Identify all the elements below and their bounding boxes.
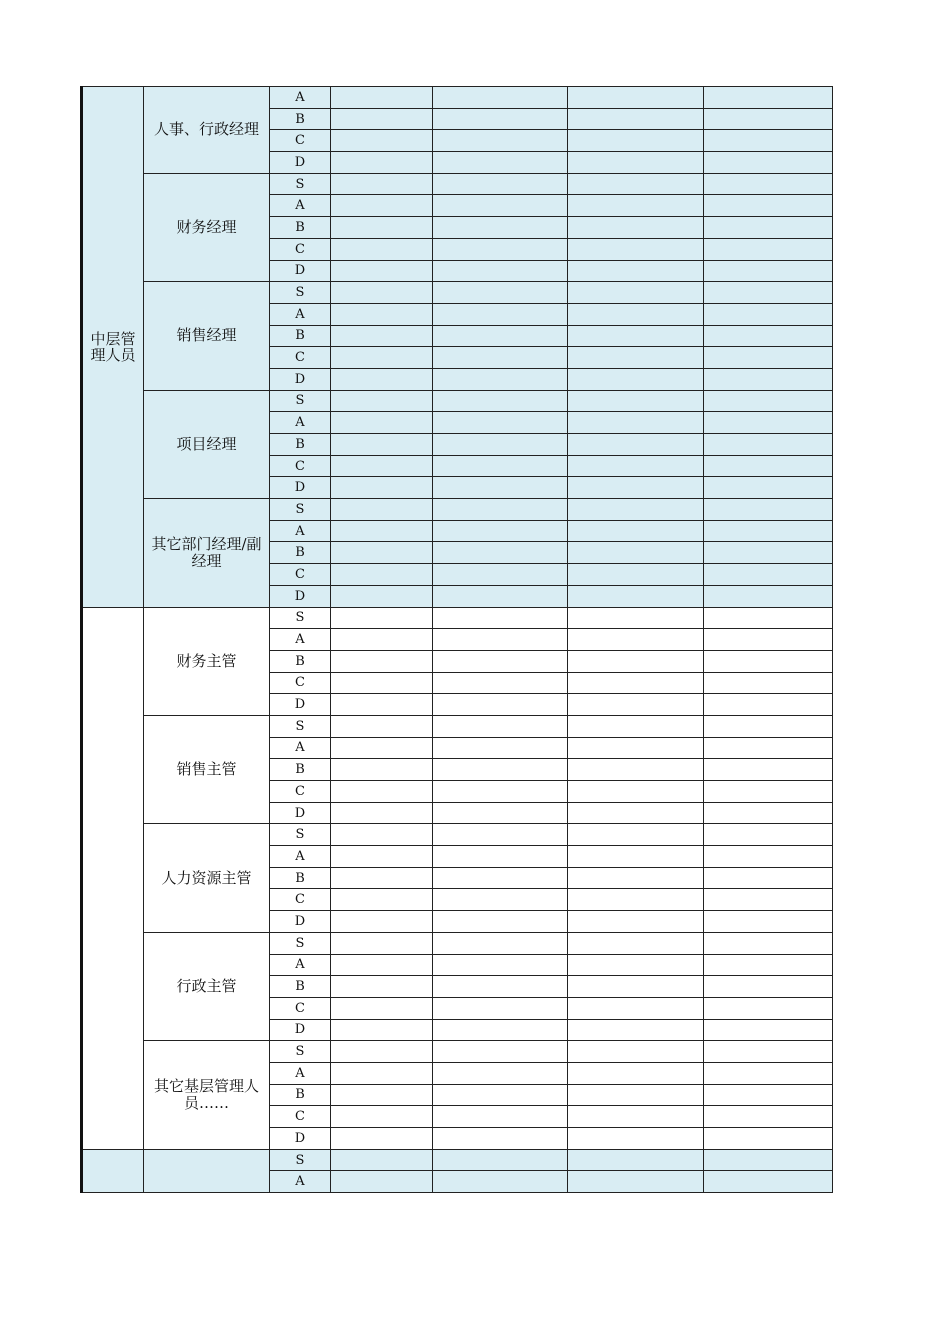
- value-cell[interactable]: [704, 1171, 833, 1193]
- table-row: [82, 499, 833, 521]
- value-cell[interactable]: [433, 846, 568, 868]
- value-cell[interactable]: [568, 737, 704, 759]
- table-row: [82, 715, 833, 737]
- value-cell[interactable]: [568, 455, 704, 477]
- value-cell[interactable]: [433, 303, 568, 325]
- grade-cell: C: [270, 889, 331, 911]
- value-cell[interactable]: [433, 542, 568, 564]
- value-cell[interactable]: [568, 997, 704, 1019]
- value-cell[interactable]: [704, 520, 833, 542]
- value-cell[interactable]: [704, 368, 833, 390]
- value-cell[interactable]: [568, 954, 704, 976]
- table-row: [82, 824, 833, 846]
- value-cell[interactable]: [331, 499, 433, 521]
- value-cell[interactable]: [331, 542, 433, 564]
- value-cell[interactable]: [433, 412, 568, 434]
- value-cell[interactable]: [704, 846, 833, 868]
- grade-cell: S: [270, 173, 331, 195]
- category-cell: [82, 607, 144, 1149]
- value-cell[interactable]: [568, 108, 704, 130]
- value-cell[interactable]: [568, 629, 704, 651]
- value-cell[interactable]: [433, 217, 568, 239]
- position-cell: 销售主管: [144, 715, 270, 823]
- grade-cell: A: [270, 737, 331, 759]
- value-cell[interactable]: [704, 564, 833, 586]
- value-cell[interactable]: [704, 347, 833, 369]
- value-cell[interactable]: [704, 130, 833, 152]
- value-cell[interactable]: [704, 824, 833, 846]
- value-cell[interactable]: [433, 477, 568, 499]
- value-cell[interactable]: [331, 303, 433, 325]
- category-cell: [82, 1149, 144, 1192]
- grade-cell: C: [270, 347, 331, 369]
- grade-cell: A: [270, 195, 331, 217]
- value-cell[interactable]: [331, 737, 433, 759]
- grade-cell: B: [270, 867, 331, 889]
- value-cell[interactable]: [331, 108, 433, 130]
- value-cell[interactable]: [568, 802, 704, 824]
- value-cell[interactable]: [331, 997, 433, 1019]
- value-cell[interactable]: [331, 87, 433, 109]
- value-cell[interactable]: [331, 1106, 433, 1128]
- value-cell[interactable]: [331, 607, 433, 629]
- value-cell[interactable]: [433, 932, 568, 954]
- position-cell: [144, 1149, 270, 1192]
- grade-table: [80, 86, 833, 1193]
- value-cell[interactable]: [704, 390, 833, 412]
- position-cell: 行政主管: [144, 932, 270, 1040]
- value-cell[interactable]: [704, 1041, 833, 1063]
- grade-cell: B: [270, 759, 331, 781]
- value-cell[interactable]: [433, 325, 568, 347]
- value-cell[interactable]: [433, 954, 568, 976]
- value-cell[interactable]: [433, 434, 568, 456]
- value-cell[interactable]: [704, 672, 833, 694]
- value-cell[interactable]: [704, 759, 833, 781]
- value-cell[interactable]: [433, 715, 568, 737]
- value-cell[interactable]: [331, 390, 433, 412]
- value-cell[interactable]: [331, 932, 433, 954]
- value-cell[interactable]: [568, 260, 704, 282]
- value-cell[interactable]: [433, 390, 568, 412]
- value-cell[interactable]: [568, 1128, 704, 1150]
- value-cell[interactable]: [704, 954, 833, 976]
- value-cell[interactable]: [568, 846, 704, 868]
- grade-cell: A: [270, 1062, 331, 1084]
- value-cell[interactable]: [704, 325, 833, 347]
- value-cell[interactable]: [433, 976, 568, 998]
- value-cell[interactable]: [704, 1106, 833, 1128]
- grade-cell: D: [270, 694, 331, 716]
- grade-cell: C: [270, 564, 331, 586]
- value-cell[interactable]: [704, 173, 833, 195]
- value-cell[interactable]: [433, 347, 568, 369]
- grade-cell: C: [270, 997, 331, 1019]
- value-cell[interactable]: [704, 694, 833, 716]
- position-cell: 项目经理: [144, 390, 270, 498]
- table-row: [82, 607, 833, 629]
- value-cell[interactable]: [568, 781, 704, 803]
- value-cell[interactable]: [704, 238, 833, 260]
- value-cell[interactable]: [433, 1128, 568, 1150]
- grade-cell: B: [270, 650, 331, 672]
- value-cell[interactable]: [331, 1171, 433, 1193]
- grade-cell: B: [270, 1084, 331, 1106]
- value-cell[interactable]: [331, 1041, 433, 1063]
- value-cell[interactable]: [568, 434, 704, 456]
- value-cell[interactable]: [568, 282, 704, 304]
- position-cell: 财务经理: [144, 173, 270, 281]
- value-cell[interactable]: [704, 477, 833, 499]
- value-cell[interactable]: [704, 889, 833, 911]
- grade-cell: S: [270, 607, 331, 629]
- value-cell[interactable]: [704, 1019, 833, 1041]
- value-cell[interactable]: [704, 911, 833, 933]
- value-cell[interactable]: [704, 802, 833, 824]
- value-cell[interactable]: [433, 260, 568, 282]
- value-cell[interactable]: [704, 607, 833, 629]
- position-cell: 销售经理: [144, 282, 270, 390]
- grade-cell: C: [270, 130, 331, 152]
- value-cell[interactable]: [568, 607, 704, 629]
- value-cell[interactable]: [704, 499, 833, 521]
- position-cell: 财务主管: [144, 607, 270, 715]
- table-row: [82, 87, 833, 109]
- value-cell[interactable]: [704, 1149, 833, 1171]
- table-row: [82, 1149, 833, 1171]
- value-cell[interactable]: [568, 238, 704, 260]
- value-cell[interactable]: [704, 195, 833, 217]
- value-cell[interactable]: [433, 1149, 568, 1171]
- value-cell[interactable]: [433, 889, 568, 911]
- value-cell[interactable]: [433, 282, 568, 304]
- grade-cell: A: [270, 303, 331, 325]
- value-cell[interactable]: [568, 368, 704, 390]
- value-cell[interactable]: [704, 152, 833, 174]
- value-cell[interactable]: [433, 629, 568, 651]
- value-cell[interactable]: [331, 130, 433, 152]
- grade-table-body: [82, 87, 833, 1193]
- grade-cell: B: [270, 976, 331, 998]
- value-cell[interactable]: [568, 759, 704, 781]
- value-cell[interactable]: [568, 824, 704, 846]
- value-cell[interactable]: [568, 412, 704, 434]
- value-cell[interactable]: [568, 152, 704, 174]
- value-cell[interactable]: [704, 585, 833, 607]
- value-cell[interactable]: [568, 672, 704, 694]
- grade-cell: S: [270, 824, 331, 846]
- value-cell[interactable]: [331, 889, 433, 911]
- value-cell[interactable]: [433, 607, 568, 629]
- value-cell[interactable]: [331, 173, 433, 195]
- value-cell[interactable]: [331, 846, 433, 868]
- table-row: [82, 932, 833, 954]
- value-cell[interactable]: [568, 1106, 704, 1128]
- value-cell[interactable]: [331, 434, 433, 456]
- grade-cell: C: [270, 672, 331, 694]
- grade-cell: S: [270, 390, 331, 412]
- value-cell[interactable]: [704, 867, 833, 889]
- value-cell[interactable]: [331, 152, 433, 174]
- value-cell[interactable]: [331, 217, 433, 239]
- grade-cell: A: [270, 629, 331, 651]
- value-cell[interactable]: [568, 650, 704, 672]
- value-cell[interactable]: [433, 759, 568, 781]
- grade-cell: D: [270, 260, 331, 282]
- value-cell[interactable]: [433, 694, 568, 716]
- value-cell[interactable]: [331, 1019, 433, 1041]
- value-cell[interactable]: [331, 368, 433, 390]
- value-cell[interactable]: [331, 477, 433, 499]
- value-cell[interactable]: [331, 1149, 433, 1171]
- table-row: [82, 282, 833, 304]
- value-cell[interactable]: [704, 997, 833, 1019]
- value-cell[interactable]: [704, 976, 833, 998]
- value-cell[interactable]: [568, 130, 704, 152]
- grade-cell: A: [270, 846, 331, 868]
- value-cell[interactable]: [568, 1084, 704, 1106]
- value-cell[interactable]: [433, 238, 568, 260]
- value-cell[interactable]: [568, 1171, 704, 1193]
- value-cell[interactable]: [331, 954, 433, 976]
- value-cell[interactable]: [433, 672, 568, 694]
- value-cell[interactable]: [331, 911, 433, 933]
- value-cell[interactable]: [704, 260, 833, 282]
- value-cell[interactable]: [433, 737, 568, 759]
- value-cell[interactable]: [704, 781, 833, 803]
- position-cell: 人事、行政经理: [144, 87, 270, 174]
- value-cell[interactable]: [331, 629, 433, 651]
- value-cell[interactable]: [331, 824, 433, 846]
- value-cell[interactable]: [568, 477, 704, 499]
- value-cell[interactable]: [433, 997, 568, 1019]
- value-cell[interactable]: [568, 217, 704, 239]
- value-cell[interactable]: [331, 325, 433, 347]
- value-cell[interactable]: [331, 1084, 433, 1106]
- value-cell[interactable]: [331, 650, 433, 672]
- value-cell[interactable]: [331, 455, 433, 477]
- value-cell[interactable]: [568, 1019, 704, 1041]
- value-cell[interactable]: [331, 1128, 433, 1150]
- value-cell[interactable]: [331, 781, 433, 803]
- value-cell[interactable]: [331, 1062, 433, 1084]
- grade-cell: D: [270, 368, 331, 390]
- value-cell[interactable]: [433, 650, 568, 672]
- position-cell: 人力资源主管: [144, 824, 270, 932]
- grade-cell: S: [270, 715, 331, 737]
- value-cell[interactable]: [568, 303, 704, 325]
- value-cell[interactable]: [568, 564, 704, 586]
- category-cell: 中层管理人员: [82, 87, 144, 608]
- grade-cell: A: [270, 954, 331, 976]
- value-cell[interactable]: [331, 802, 433, 824]
- value-cell[interactable]: [568, 195, 704, 217]
- value-cell[interactable]: [433, 867, 568, 889]
- value-cell[interactable]: [433, 195, 568, 217]
- grade-cell: A: [270, 87, 331, 109]
- value-cell[interactable]: [704, 455, 833, 477]
- grade-cell: D: [270, 152, 331, 174]
- value-cell[interactable]: [704, 412, 833, 434]
- value-cell[interactable]: [331, 672, 433, 694]
- value-cell[interactable]: [433, 1171, 568, 1193]
- position-cell: 其它基层管理人员……: [144, 1041, 270, 1149]
- grade-cell: C: [270, 1106, 331, 1128]
- value-cell[interactable]: [331, 585, 433, 607]
- grade-cell: B: [270, 542, 331, 564]
- value-cell[interactable]: [704, 542, 833, 564]
- value-cell[interactable]: [433, 87, 568, 109]
- value-cell[interactable]: [568, 889, 704, 911]
- grade-cell: D: [270, 802, 331, 824]
- grade-cell: B: [270, 325, 331, 347]
- grade-cell: S: [270, 282, 331, 304]
- grade-cell: A: [270, 412, 331, 434]
- value-cell[interactable]: [331, 564, 433, 586]
- value-cell[interactable]: [568, 1062, 704, 1084]
- grade-cell: D: [270, 1128, 331, 1150]
- grade-cell: D: [270, 911, 331, 933]
- value-cell[interactable]: [568, 347, 704, 369]
- grade-cell: S: [270, 499, 331, 521]
- grade-cell: B: [270, 217, 331, 239]
- value-cell[interactable]: [704, 217, 833, 239]
- value-cell[interactable]: [704, 715, 833, 737]
- value-cell[interactable]: [568, 1041, 704, 1063]
- value-cell[interactable]: [704, 932, 833, 954]
- value-cell[interactable]: [704, 303, 833, 325]
- value-cell[interactable]: [568, 499, 704, 521]
- value-cell[interactable]: [433, 1106, 568, 1128]
- value-cell[interactable]: [704, 650, 833, 672]
- value-cell[interactable]: [568, 932, 704, 954]
- value-cell[interactable]: [433, 802, 568, 824]
- grade-cell: C: [270, 781, 331, 803]
- value-cell[interactable]: [704, 434, 833, 456]
- value-cell[interactable]: [433, 1084, 568, 1106]
- value-cell[interactable]: [433, 564, 568, 586]
- value-cell[interactable]: [568, 694, 704, 716]
- value-cell[interactable]: [568, 390, 704, 412]
- value-cell[interactable]: [433, 368, 568, 390]
- value-cell[interactable]: [568, 867, 704, 889]
- value-cell[interactable]: [433, 152, 568, 174]
- value-cell[interactable]: [331, 412, 433, 434]
- value-cell[interactable]: [704, 1084, 833, 1106]
- position-cell: 其它部门经理/副经理: [144, 499, 270, 607]
- value-cell[interactable]: [568, 520, 704, 542]
- value-cell[interactable]: [433, 824, 568, 846]
- value-cell[interactable]: [331, 347, 433, 369]
- value-cell[interactable]: [568, 325, 704, 347]
- value-cell[interactable]: [433, 108, 568, 130]
- value-cell[interactable]: [568, 173, 704, 195]
- value-cell[interactable]: [331, 867, 433, 889]
- value-cell[interactable]: [331, 976, 433, 998]
- value-cell[interactable]: [433, 1019, 568, 1041]
- value-cell[interactable]: [433, 520, 568, 542]
- value-cell[interactable]: [331, 238, 433, 260]
- value-cell[interactable]: [704, 87, 833, 109]
- value-cell[interactable]: [568, 87, 704, 109]
- grade-cell: B: [270, 434, 331, 456]
- table-row: [82, 390, 833, 412]
- value-cell[interactable]: [331, 260, 433, 282]
- value-cell[interactable]: [331, 694, 433, 716]
- table-row: [82, 1041, 833, 1063]
- value-cell[interactable]: [704, 282, 833, 304]
- grade-cell: D: [270, 1019, 331, 1041]
- value-cell[interactable]: [568, 715, 704, 737]
- value-cell[interactable]: [433, 911, 568, 933]
- grade-cell: D: [270, 585, 331, 607]
- value-cell[interactable]: [568, 542, 704, 564]
- grade-cell: D: [270, 477, 331, 499]
- value-cell[interactable]: [331, 520, 433, 542]
- value-cell[interactable]: [704, 108, 833, 130]
- table-row: [82, 173, 833, 195]
- value-cell[interactable]: [331, 759, 433, 781]
- value-cell[interactable]: [433, 173, 568, 195]
- value-cell[interactable]: [704, 1062, 833, 1084]
- value-cell[interactable]: [433, 130, 568, 152]
- value-cell[interactable]: [433, 455, 568, 477]
- grade-cell: B: [270, 108, 331, 130]
- value-cell[interactable]: [704, 629, 833, 651]
- value-cell[interactable]: [331, 715, 433, 737]
- value-cell[interactable]: [568, 585, 704, 607]
- grade-cell: S: [270, 1149, 331, 1171]
- value-cell[interactable]: [433, 1062, 568, 1084]
- value-cell[interactable]: [433, 499, 568, 521]
- value-cell[interactable]: [568, 911, 704, 933]
- grade-cell: S: [270, 1041, 331, 1063]
- value-cell[interactable]: [331, 282, 433, 304]
- grade-cell: C: [270, 238, 331, 260]
- value-cell[interactable]: [568, 976, 704, 998]
- value-cell[interactable]: [704, 1128, 833, 1150]
- value-cell[interactable]: [433, 585, 568, 607]
- value-cell[interactable]: [433, 1041, 568, 1063]
- value-cell[interactable]: [433, 781, 568, 803]
- grade-cell: A: [270, 520, 331, 542]
- grade-cell: A: [270, 1171, 331, 1193]
- value-cell[interactable]: [704, 737, 833, 759]
- value-cell[interactable]: [331, 195, 433, 217]
- grade-cell: S: [270, 932, 331, 954]
- value-cell[interactable]: [568, 1149, 704, 1171]
- grade-cell: C: [270, 455, 331, 477]
